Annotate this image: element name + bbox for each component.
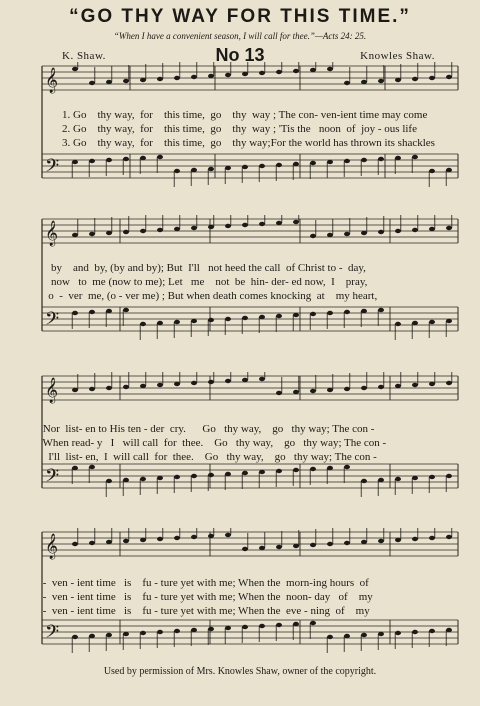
note-head	[89, 541, 95, 545]
note-head	[191, 168, 197, 172]
note-head	[174, 475, 180, 479]
note-head	[395, 538, 401, 542]
note-head	[259, 470, 265, 474]
note-head	[293, 220, 299, 224]
note-head	[429, 536, 435, 540]
note-head	[191, 319, 197, 323]
note-head	[157, 228, 163, 232]
note-head	[276, 163, 282, 167]
note-head	[412, 383, 418, 387]
note-head	[174, 76, 180, 80]
note-head	[225, 379, 231, 383]
composer-credit: Knowles Shaw.	[360, 50, 435, 62]
note-head	[361, 309, 367, 313]
note-head	[412, 228, 418, 232]
note-head	[225, 224, 231, 228]
bass-clef-icon: 𝄢	[45, 309, 60, 334]
note-head	[378, 539, 384, 543]
note-head	[157, 630, 163, 634]
note-head	[310, 161, 316, 165]
note-head	[191, 628, 197, 632]
note-head	[310, 312, 316, 316]
note-head	[89, 465, 95, 469]
note-head	[191, 75, 197, 79]
note-head	[123, 157, 129, 161]
note-head	[378, 230, 384, 234]
note-head	[327, 542, 333, 546]
note-head	[259, 222, 265, 226]
note-head	[310, 467, 316, 471]
note-head	[72, 233, 78, 237]
note-head	[412, 77, 418, 81]
note-head	[310, 68, 316, 72]
note-head	[225, 626, 231, 630]
note-head	[429, 227, 435, 231]
note-head	[259, 164, 265, 168]
note-head	[140, 78, 146, 82]
treble-clef-icon: 𝄞	[45, 378, 59, 403]
note-head	[429, 382, 435, 386]
note-head	[157, 476, 163, 480]
note-head	[72, 466, 78, 470]
note-head	[225, 73, 231, 77]
note-head	[327, 233, 333, 237]
note-head	[174, 227, 180, 231]
note-head	[395, 322, 401, 326]
note-head	[123, 478, 129, 482]
note-head	[242, 72, 248, 76]
lyric-line: 1. Go thy way, for this time, go thy way ; The con- ven-ient time may come	[62, 109, 428, 121]
note-head	[242, 378, 248, 382]
note-head	[208, 534, 214, 538]
note-head	[174, 320, 180, 324]
note-head	[72, 542, 78, 546]
note-head	[395, 229, 401, 233]
note-head	[140, 156, 146, 160]
note-head	[191, 474, 197, 478]
note-head	[327, 466, 333, 470]
note-head	[310, 234, 316, 238]
note-head	[140, 384, 146, 388]
note-head	[378, 157, 384, 161]
note-head	[395, 477, 401, 481]
note-head	[395, 631, 401, 635]
note-head	[259, 71, 265, 75]
note-head	[106, 231, 112, 235]
note-head	[106, 158, 112, 162]
note-head	[208, 473, 214, 477]
note-head	[344, 232, 350, 236]
note-head	[157, 383, 163, 387]
note-head	[191, 381, 197, 385]
note-head	[327, 635, 333, 639]
note-head	[242, 223, 248, 227]
note-head	[72, 388, 78, 392]
note-head	[429, 76, 435, 80]
note-head	[123, 385, 129, 389]
note-head	[276, 314, 282, 318]
note-head	[412, 537, 418, 541]
note-head	[378, 632, 384, 636]
note-head	[123, 79, 129, 83]
note-head	[191, 226, 197, 230]
note-head	[395, 384, 401, 388]
note-head	[106, 479, 112, 483]
lyric-line: I'll list- en, I will call for thee. Go thy way, go thy way; The con -	[40, 451, 377, 463]
note-head	[378, 385, 384, 389]
note-head	[106, 540, 112, 544]
lyric-line: - ven - ient time is fu - ture yet with me; When the noon- day of my	[40, 591, 373, 603]
note-head	[361, 80, 367, 84]
note-head	[225, 472, 231, 476]
note-head	[208, 627, 214, 631]
note-head	[72, 160, 78, 164]
note-head	[293, 69, 299, 73]
bass-clef-icon: 𝄢	[45, 466, 60, 491]
note-head	[276, 545, 282, 549]
lyric-line: When read- y I will call for thee. Go thy way, go thy way; The con -	[40, 437, 387, 449]
note-head	[310, 389, 316, 393]
note-head	[174, 169, 180, 173]
note-head	[106, 309, 112, 313]
hymn-title: “GO THY WAY FOR THIS TIME.”	[69, 6, 411, 27]
note-head	[446, 535, 452, 539]
note-head	[72, 311, 78, 315]
note-head	[259, 377, 265, 381]
note-head	[293, 622, 299, 626]
note-head	[89, 159, 95, 163]
note-head	[327, 160, 333, 164]
note-head	[344, 159, 350, 163]
note-head	[361, 158, 367, 162]
note-head	[361, 231, 367, 235]
note-head	[106, 80, 112, 84]
music-system-4	[0, 528, 480, 668]
note-head	[327, 67, 333, 71]
note-head	[89, 387, 95, 391]
lyric-line: 2. Go thy way, for this time, go thy way ; 'Tis the noon of joy - ous life	[62, 123, 417, 135]
note-head	[225, 317, 231, 321]
note-head	[225, 166, 231, 170]
music-system-2	[0, 215, 480, 355]
lyricist-credit: K. Shaw.	[62, 50, 106, 62]
note-head	[225, 533, 231, 537]
lyric-line: o - ver me, (o - ver me) ; But when death comes knocking at my heart,	[40, 290, 378, 302]
lyric-line: 3. Go thy way, for this time, go thy way;For the world has thrown its shackles	[62, 137, 435, 149]
note-head	[242, 547, 248, 551]
note-head	[174, 629, 180, 633]
note-head	[429, 320, 435, 324]
note-head	[89, 310, 95, 314]
note-head	[293, 468, 299, 472]
note-head	[140, 322, 146, 326]
bass-clef-icon: 𝄢	[45, 156, 60, 181]
note-head	[446, 381, 452, 385]
note-head	[412, 321, 418, 325]
note-head	[89, 81, 95, 85]
note-head	[361, 386, 367, 390]
note-head	[446, 474, 452, 478]
note-head	[140, 229, 146, 233]
note-head	[140, 538, 146, 542]
note-head	[276, 469, 282, 473]
note-head	[259, 315, 265, 319]
lyric-line: - ven - ient time is fu - ture yet with me; When the morn-ing hours of	[40, 577, 369, 589]
lyric-line: Nor list- en to His ten - der cry. Go thy way, go thy way; The con -	[40, 423, 375, 435]
note-head	[123, 632, 129, 636]
note-head	[157, 321, 163, 325]
note-head	[446, 75, 452, 79]
note-head	[344, 310, 350, 314]
note-head	[140, 477, 146, 481]
note-head	[310, 621, 316, 625]
note-head	[344, 541, 350, 545]
note-head	[174, 536, 180, 540]
note-head	[106, 386, 112, 390]
note-head	[157, 537, 163, 541]
treble-clef-icon: 𝄞	[45, 68, 59, 93]
note-head	[123, 230, 129, 234]
note-head	[412, 630, 418, 634]
note-head	[208, 318, 214, 322]
note-head	[429, 475, 435, 479]
note-head	[140, 631, 146, 635]
note-head	[106, 633, 112, 637]
note-head	[378, 79, 384, 83]
note-head	[123, 539, 129, 543]
lyric-line: by and by, (by and by); But I'll not heed the call of Christ to - day,	[40, 262, 366, 274]
treble-clef-icon: 𝄞	[45, 534, 59, 559]
note-head	[378, 308, 384, 312]
note-head	[361, 479, 367, 483]
note-head	[344, 81, 350, 85]
lyric-line: now to me (now to me); Let me not be hin- der- ed now, I pray,	[40, 276, 368, 288]
note-head	[395, 78, 401, 82]
note-head	[123, 308, 129, 312]
scripture-epigraph: “When I have a convenient season, I will call for thee.”—Acts 24: 25.	[113, 31, 367, 41]
hymn-number: No 13	[215, 45, 265, 65]
note-head	[429, 169, 435, 173]
note-head	[344, 465, 350, 469]
note-head	[412, 155, 418, 159]
lyric-line: - ven - ient time is fu - ture yet with me; When the eve - ning of my	[40, 605, 370, 617]
note-head	[429, 629, 435, 633]
note-head	[208, 380, 214, 384]
note-head	[310, 543, 316, 547]
bass-clef-icon: 𝄢	[45, 622, 60, 647]
music-system-1	[0, 62, 480, 202]
note-head	[293, 390, 299, 394]
note-head	[208, 225, 214, 229]
note-head	[242, 316, 248, 320]
note-head	[361, 633, 367, 637]
copyright-notice: Used by permission of Mrs. Knowles Shaw, owner of the copyright.	[103, 666, 377, 677]
note-head	[293, 162, 299, 166]
note-head	[259, 624, 265, 628]
note-head	[412, 476, 418, 480]
note-head	[395, 156, 401, 160]
note-head	[72, 67, 78, 71]
note-head	[191, 535, 197, 539]
treble-clef-icon: 𝄞	[45, 221, 59, 246]
note-head	[276, 623, 282, 627]
note-head	[259, 546, 265, 550]
note-head	[276, 70, 282, 74]
note-head	[157, 155, 163, 159]
note-head	[208, 167, 214, 171]
note-head	[89, 232, 95, 236]
note-head	[174, 382, 180, 386]
note-head	[378, 478, 384, 482]
note-head	[446, 226, 452, 230]
note-head	[276, 221, 282, 225]
note-head	[344, 634, 350, 638]
music-system-3	[0, 372, 480, 512]
note-head	[446, 319, 452, 323]
note-head	[208, 74, 214, 78]
note-head	[276, 391, 282, 395]
note-head	[293, 544, 299, 548]
note-head	[242, 165, 248, 169]
note-head	[344, 387, 350, 391]
note-head	[242, 625, 248, 629]
note-head	[361, 540, 367, 544]
note-head	[72, 635, 78, 639]
note-head	[242, 471, 248, 475]
note-head	[157, 77, 163, 81]
note-head	[446, 168, 452, 172]
note-head	[446, 628, 452, 632]
note-head	[89, 634, 95, 638]
note-head	[327, 311, 333, 315]
note-head	[293, 313, 299, 317]
note-head	[327, 388, 333, 392]
